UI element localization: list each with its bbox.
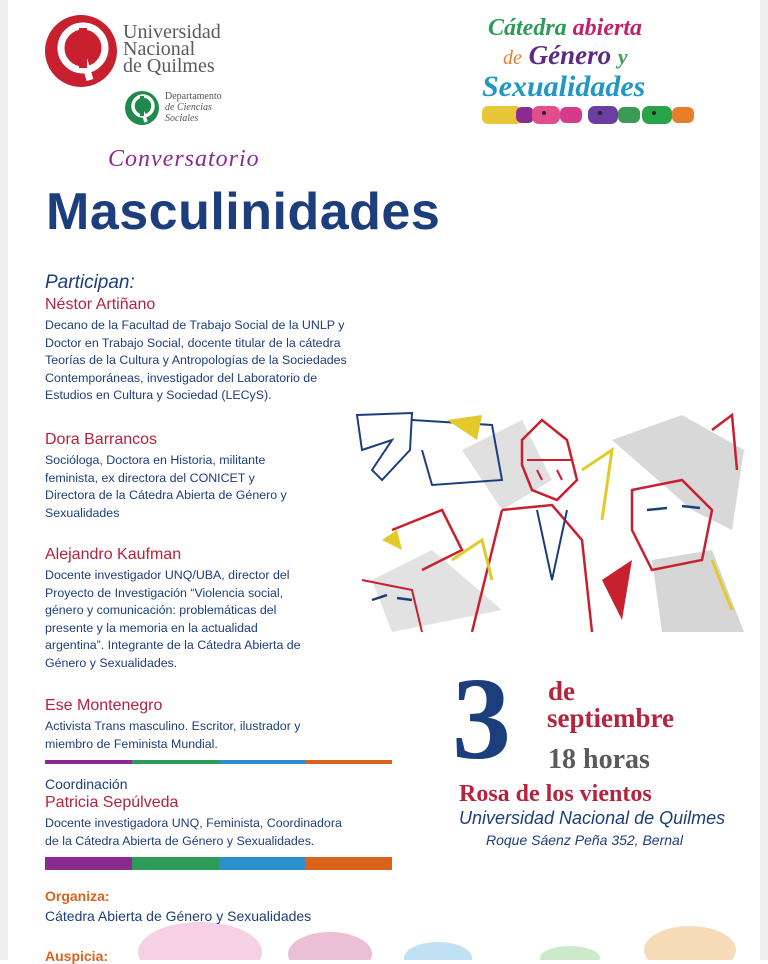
coordinator-name: Patricia Sepúlveda [45,794,179,811]
event-title: Masculinidades [46,183,441,241]
university-logo-icon [44,14,118,88]
participants-label: Participan: [45,272,135,293]
event-time: 18 horas [548,744,650,775]
auspicia-label: Auspicia: [45,948,109,964]
department-name: Departamento de Ciencias Sociales [165,91,222,124]
event-institution: Universidad Nacional de Quilmes [459,808,726,828]
participant-name: Ese Montenegro [45,697,163,714]
organiza-value: Cátedra Abierta de Género y Sexualidades [45,908,312,924]
men-illustration [352,410,744,632]
catedra-line-3: Sexualidades [482,70,646,103]
catedra-line-1: Cátedra abierta [488,15,642,41]
participant-name: Dora Barrancos [45,431,158,448]
right-border [760,0,768,960]
participant-name: Alejandro Kaufman [45,546,182,563]
participant-description: Docente investigador UNQ/UBA, director del Proyecto de Investigación “Violencia social, género y comunicación: problemáticas del presente y la memoria en la actualidad argentina”. Integrante de la Cátedra Abierta de Género y Sexualidades. [45,568,301,670]
event-month: septiembre [547,703,674,733]
university-name: Universidad Nacional de Quilmes [123,21,221,77]
color-divider [45,760,392,764]
event-day: 3 [452,653,511,784]
participant-description: Activista Trans masculino. Escritor, ilustrador y miembro de Feminista Mundial. [45,719,301,751]
event-type: Conversatorio [108,146,260,172]
catedra-line-2: de Género y [503,40,628,70]
event-de: de [548,676,575,706]
left-border [0,0,8,960]
coordinator-description: Docente investigadora UNQ, Feminista, Coordinadora de la Cátedra Abierta de Género y Sexualidades. [45,816,342,848]
color-divider-bold [45,857,392,870]
participant-name: Néstor Artiñano [45,296,156,313]
department-logo-icon [124,90,160,126]
colorful-faces-strip [482,104,694,126]
organiza-label: Organiza: [45,888,110,904]
participant-description: Socióloga, Doctora en Historia, militante feminista, ex directora del CONICET y Directora de la Cátedra Abierta de Género y Sexualidades [45,453,287,520]
coordination-label: Coordinación [45,776,128,792]
event-venue: Rosa de los vientos [459,781,652,807]
participant-description: Decano de la Facultad de Trabajo Social de la UNLP y Doctor en Trabajo Social, docente titular de la cátedra Teorías de la Cultura y Antropologías de la Sociedades Contemporáneas, investigador del Laboratorio de Estudios en Cultura y Sociedad (LECyS). [45,318,347,403]
event-address: Roque Sáenz Peña 352, Bernal [486,832,683,848]
